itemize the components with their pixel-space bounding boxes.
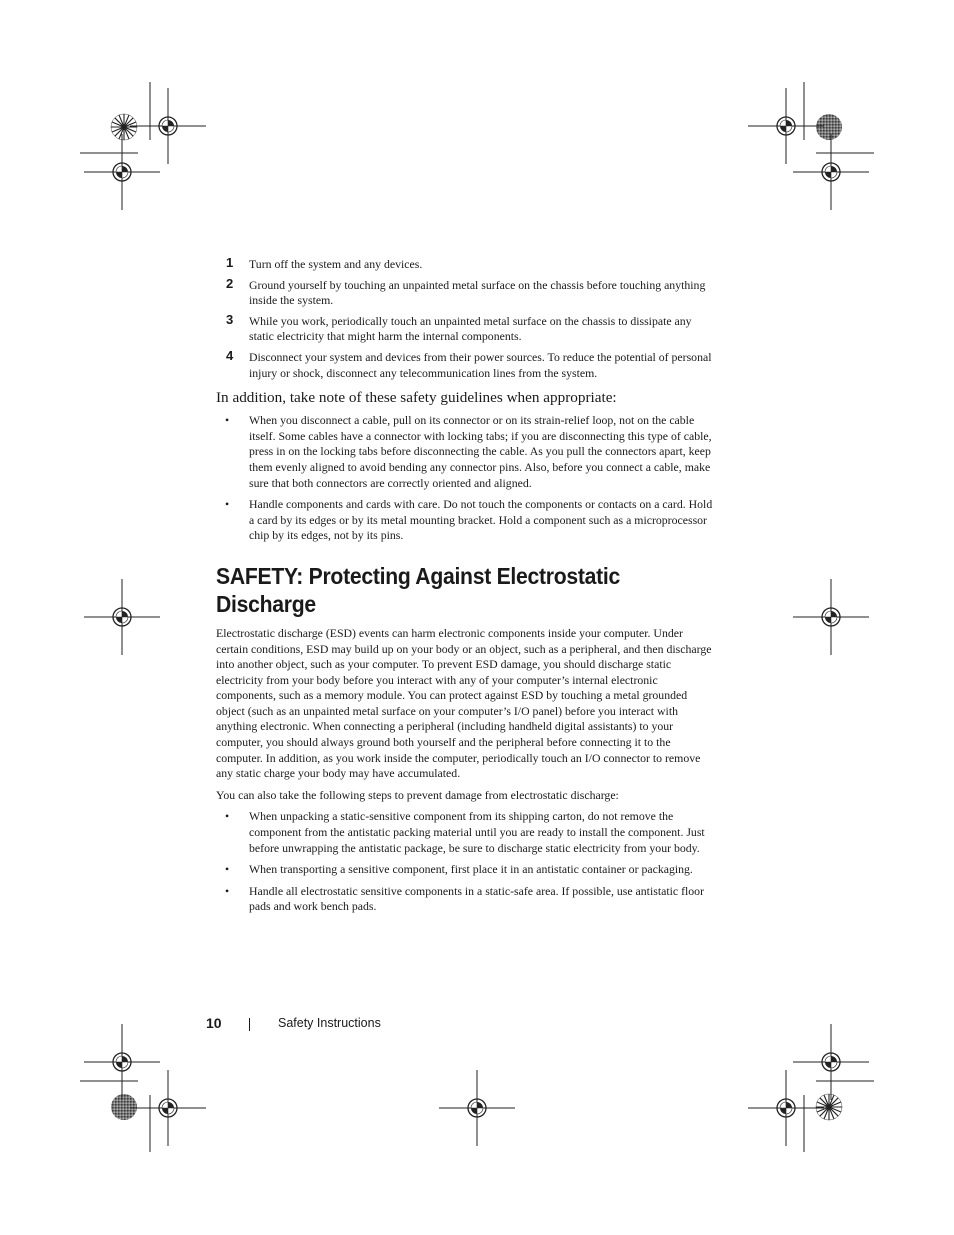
step-text: Disconnect your system and devices from their power sources. To reduce the potential of personal injury or shock, disconnect any telecommunication lines from the system. xyxy=(249,349,712,380)
esd-step-text: When transporting a sensitive component, first place it in an antistatic container or packaging. xyxy=(249,862,693,877)
step-text: Ground yourself by touching an unpainted metal surface on the chassis before touching anything inside the system. xyxy=(249,277,706,308)
esd-steps-list xyxy=(216,809,716,915)
footer-section-title: Safety Instructions xyxy=(278,1016,381,1030)
step-number: 2 xyxy=(226,275,234,291)
footer-divider xyxy=(249,1018,250,1031)
section-heading: SAFETY: Protecting Against Electrostatic Discharge xyxy=(216,562,621,617)
esd-steps-intro: You can also take the following steps to prevent damage from electrostatic discharge: xyxy=(216,787,619,802)
list-item xyxy=(216,809,716,856)
bullet: • xyxy=(225,413,230,428)
page-content xyxy=(216,257,716,921)
safety-steps-list xyxy=(216,257,716,381)
list-item xyxy=(216,347,716,381)
guideline-text: Handle components and cards with care. Do not touch the components or contacts on a card. Hold a card by its edges or by its metal mounting bracket. Hold a component such as a microprocessor chip by its edges, not by its pins. xyxy=(249,497,713,543)
guidelines-list xyxy=(216,413,716,544)
bullet: • xyxy=(225,497,230,512)
step-number: 3 xyxy=(226,311,234,327)
list-item xyxy=(216,497,716,544)
page-number: 10 xyxy=(206,1015,222,1031)
step-number: 4 xyxy=(226,347,234,363)
bullet: • xyxy=(225,809,230,824)
esd-step-text: Handle all electrostatic sensitive components in a static-safe area. If possible, use antistatic floor pads and work bench pads. xyxy=(249,883,705,914)
bullet: • xyxy=(225,883,230,898)
guideline-text: When you disconnect a cable, pull on its connector or on its strain-relief loop, not on the cable itself. Some cables have a connector with locking tabs; if you are disconnecting this type of cable, press in on the locking tabs before disconnecting the cable. As you pull the connectors apart, keep them evenly aligned to avoid bending any connector pins. Also, before you connect a cable, make sure that both connectors are correctly oriented and aligned. xyxy=(249,413,712,490)
list-item xyxy=(216,884,716,915)
step-text: Turn off the system and any devices. xyxy=(249,257,423,271)
list-item xyxy=(216,311,716,345)
list-item xyxy=(216,862,716,878)
bullet: • xyxy=(225,862,230,877)
esd-paragraph: Electrostatic discharge (ESD) events can harm electronic components inside your computer. Under certain conditions, ESD may build up on your body or an object, such as a peripheral, and then discharge into another object, such as your computer. To prevent ESD damage, you should discharge static electricity from your body before you interact with any of your computer’s internal electronic components, such as a memory module. You can protect against ESD by touching a metal grounded object (such as an unpainted metal surface on your computer’s I/O panel) before you interact with anything electronic. When connecting a peripheral (including handheld digital assistants) to your computer, you should always ground both yourself and the peripheral before connecting it to the computer. In addition, as you work inside the computer, periodically touch an I/O connector to remove any static charge your body may have accumulated. xyxy=(216,625,712,781)
step-text: While you work, periodically touch an unpainted metal surface on the chassis to dissipate any static electricity that might harm the internal components. xyxy=(249,313,692,344)
step-number: 1 xyxy=(226,255,234,270)
guidelines-intro: In addition, take note of these safety guidelines when appropriate: xyxy=(216,389,617,407)
list-item xyxy=(216,275,716,309)
esd-step-text: When unpacking a static-sensitive component from its shipping carton, do not remove the component from the antistatic packing material until you are ready to install the component. Just before unwrapping the antistatic package, be sure to discharge static electricity from your body. xyxy=(249,809,705,855)
list-item xyxy=(216,413,716,491)
list-item xyxy=(216,257,716,273)
